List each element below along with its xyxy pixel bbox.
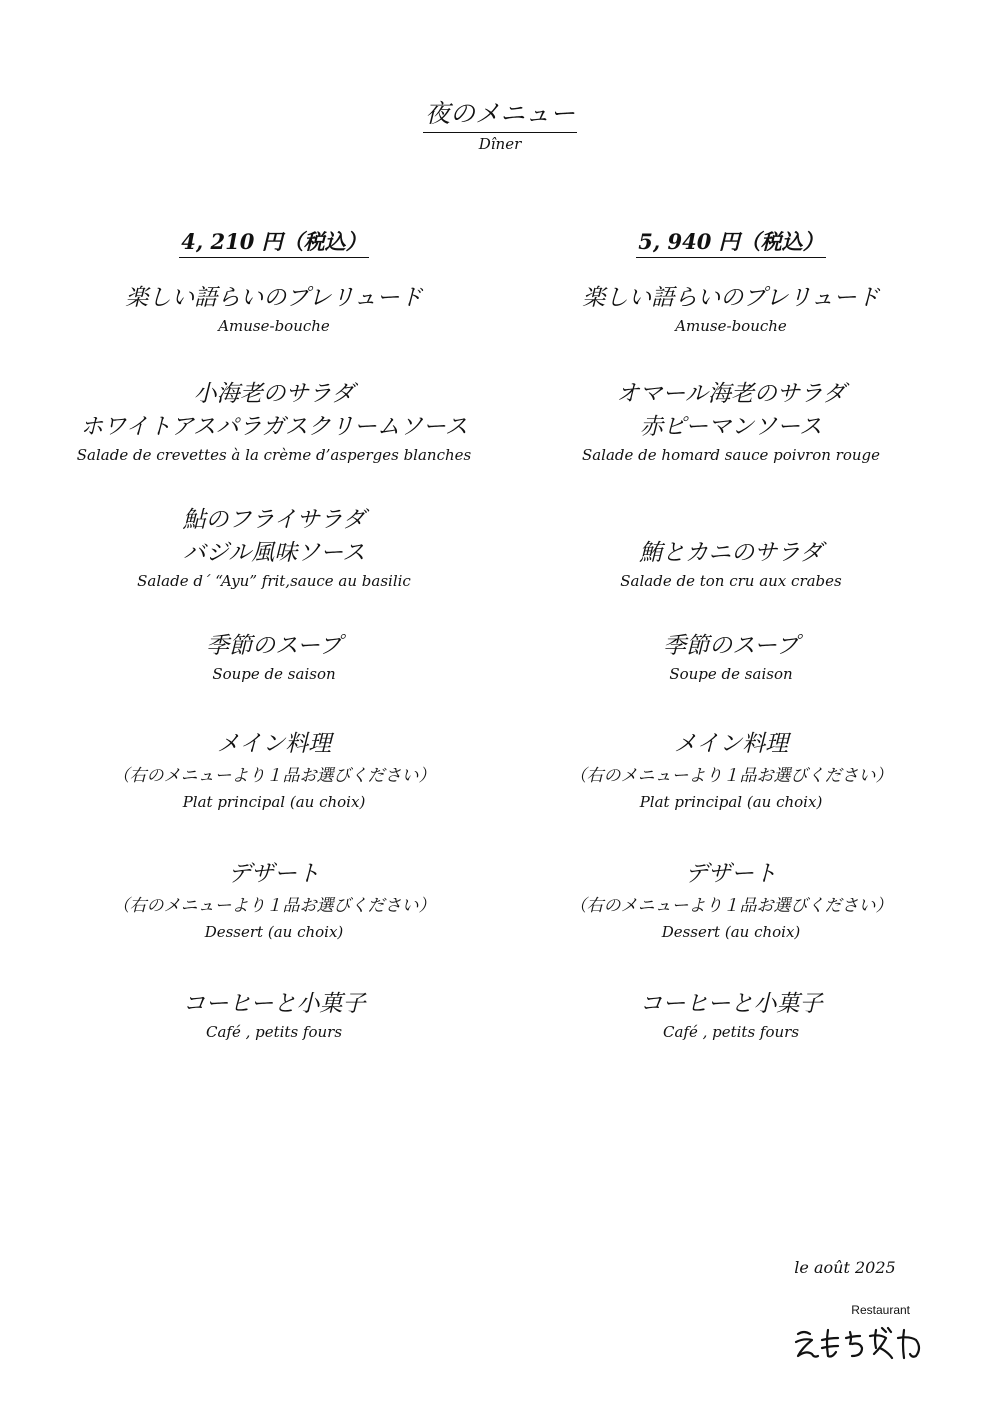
course-fr: Salade de crevettes à la crème d’asperges blanches [76, 446, 472, 464]
course-jp: 赤ピーマンソース [640, 414, 822, 440]
course-fr: Café , petits fours [205, 1023, 343, 1041]
page-subtitle: Dîner [478, 135, 522, 153]
course-salad-2 [511, 504, 951, 630]
course-coffee [511, 988, 951, 1048]
page-title: 夜のメニュー [423, 98, 577, 133]
course-fr: Plat principal (au choix) [182, 793, 366, 811]
course-dessert [54, 858, 494, 988]
course-fr: Salade d´ “Ayu” frit,sauce au basilic [137, 572, 411, 590]
course-main [511, 728, 951, 858]
course-jp: オマール海老のサラダ [616, 381, 846, 407]
course-jp: コーヒーと小菓子 [182, 991, 366, 1017]
course-jp: デザート [685, 861, 777, 887]
course-jp: 季節のスープ [206, 633, 342, 659]
course-note: （右のメニューより１品お選びください） [112, 766, 436, 786]
course-note: （右のメニューより１品お選びください） [569, 766, 893, 786]
course-jp: 鮎のフライサラダ [182, 507, 366, 533]
course-soup [54, 630, 494, 728]
course-fr: Plat principal (au choix) [639, 793, 823, 811]
course-fr: Soupe de saison [669, 665, 793, 683]
course-fr: Dessert (au choix) [661, 923, 801, 941]
course-amuse [54, 282, 494, 378]
menu-column-left [54, 228, 494, 1048]
course-jp: 楽しい語らいのプレリュード [125, 285, 423, 311]
course-jp: 小海老のサラダ [193, 381, 355, 407]
course-salad [54, 378, 494, 504]
course-main [54, 728, 494, 858]
course-fr: Café , petits fours [662, 1023, 800, 1041]
course-jp: バジル風味ソース [182, 540, 366, 566]
menu-date: le août 2025 [794, 1258, 896, 1277]
course-salad-2 [54, 504, 494, 630]
course-jp: メイン料理 [673, 731, 789, 757]
course-jp: 鮪とカニのサラダ [639, 540, 823, 566]
course-fr: Salade de homard sauce poivron rouge [581, 446, 881, 464]
menu-column-right [511, 228, 951, 1048]
course-fr: Amuse-bouche [218, 317, 330, 335]
course-fr: Soupe de saison [212, 665, 336, 683]
course-jp: デザート [228, 861, 320, 887]
course-jp: 季節のスープ [663, 633, 799, 659]
course-note: （右のメニューより１品お選びください） [569, 896, 893, 916]
course-jp-spacer [511, 504, 951, 537]
menu-header [0, 98, 1000, 153]
course-jp: 楽しい語らいのプレリュード [582, 285, 880, 311]
course-jp: ホワイトアスパラガスクリームソース [80, 414, 468, 440]
price-heading: 4, 210 円（税込） [179, 228, 368, 258]
restaurant-logo [790, 1302, 940, 1366]
logo-restaurant-label: Restaurant [851, 1303, 910, 1317]
course-jp: メイン料理 [216, 731, 332, 757]
logo-script-mark [790, 1318, 940, 1366]
course-note: （右のメニューより１品お選びください） [112, 896, 436, 916]
course-soup [511, 630, 951, 728]
course-amuse [511, 282, 951, 378]
course-fr: Amuse-bouche [675, 317, 787, 335]
course-salad [511, 378, 951, 504]
course-fr: Dessert (au choix) [204, 923, 344, 941]
price-heading: 5, 940 円（税込） [636, 228, 825, 258]
course-coffee [54, 988, 494, 1048]
course-jp: コーヒーと小菓子 [639, 991, 823, 1017]
course-dessert [511, 858, 951, 988]
course-fr: Salade de ton cru aux crabes [620, 572, 842, 590]
